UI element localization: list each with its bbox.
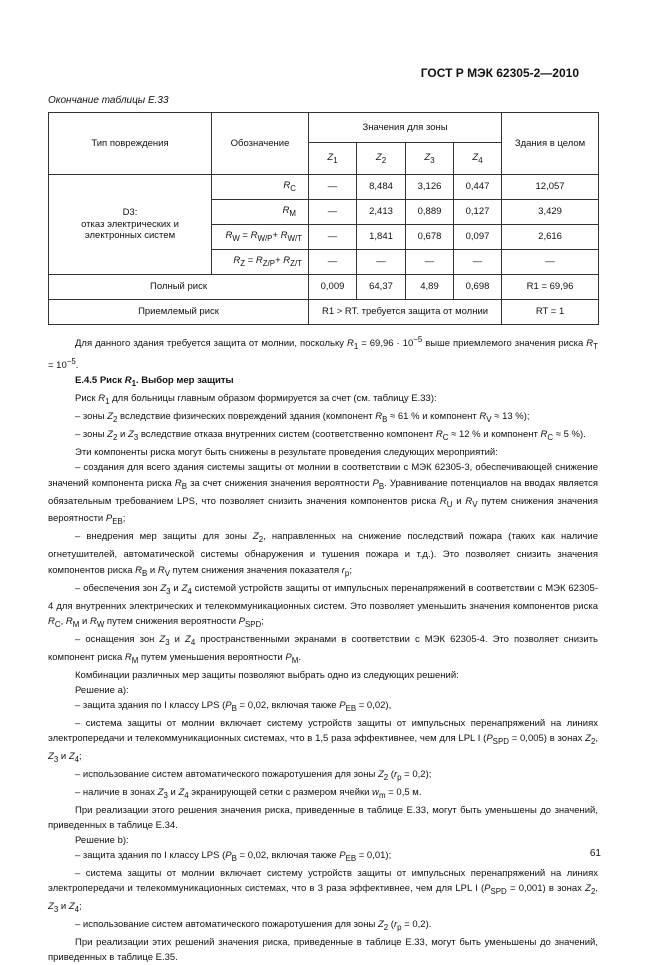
table-cell: 2,413 — [357, 200, 406, 225]
table-cell: — — [502, 250, 599, 275]
designation-rz: $R_Z = R_{Z/P}+ R_{Z/T}$ — [212, 250, 309, 275]
paragraph: – создания для всего здания системы защиты от молнии в соответствии с МЭК 62305-3, обеспечивающей снижение значений компонента риска $R_B$ за счет снижения значения вероятности $P_B$. Уравнивание потенциалов на вводах является обязательным требованием LPS, что позволяет снизить значения компонентов риска $R_U$ и $R_V$ путем снижения значения вероятности $P_{EB}$; — [48, 462, 598, 527]
paragraph: – система защиты от молнии включает систему устройств защиты от импульсных перенапряжений на линиях электропередачи и телекоммуникационных системах, что в 1,5 раза эффективнее, чем для LPL I $(P_{SPD} = 0,005)$ в зонах $Z_2$, $Z_3$ и $Z_4$; — [48, 717, 598, 764]
zone-z2: $Z_2$ — [357, 143, 406, 175]
table-cell: 12,057 — [502, 175, 599, 200]
paragraph: – зоны $Z_2$ и $Z_3$ вследствие отказа внутренних систем (соответственно компонент $R_C \approx 12$ % и компонент $R_C \approx 5$ %). — [75, 429, 586, 443]
zone-z3: $Z_3$ — [406, 143, 454, 175]
table-cell: 0,889 — [406, 200, 454, 225]
col-header-damage-type: Тип повреждения — [49, 113, 212, 175]
table-cell: — — [309, 175, 357, 200]
section-heading: Е.4.5 Риск $R_1$. Выбор мер защиты — [75, 375, 234, 389]
table-cell: 0,097 — [454, 225, 502, 250]
acceptable-label: Приемлемый риск — [49, 300, 309, 325]
table-cell: 3,429 — [502, 200, 599, 225]
table-cell: 4,89 — [406, 275, 454, 300]
paragraph: Решение а): — [75, 684, 129, 696]
table-cell: 8,484 — [357, 175, 406, 200]
table-cell: — — [357, 250, 406, 275]
paragraph: – наличие в зонах $Z_3$ и $Z_4$ экранирующей сетки с размером ячейки $w_m = 0,5$ м. — [75, 786, 422, 800]
page-number: 61 — [589, 848, 601, 859]
table-cell: — — [309, 225, 357, 250]
table-row — [49, 275, 599, 300]
table-cell: — — [309, 200, 357, 225]
zone-z1: $Z_1$ — [309, 143, 357, 175]
paragraph: Решение b): — [75, 834, 129, 846]
paragraph: – защита здания по I классу LPS ($P_B = 0,02$, включая также $P_{EB} = 0,02$), — [75, 699, 392, 713]
paragraph: – защита здания по I классу LPS ($P_B = 0,02$, включая также $P_{EB} = 0,01$); — [75, 850, 392, 863]
paragraph: Эти компоненты риска могут быть снижены в результате проведения следующих мероприятий: — [75, 447, 498, 459]
paragraph: – обеспечения зон $Z_3$ и $Z_4$ системой устройств защиты от импульсных перенапряжений в соответствии с МЭК 62305-4 для внутренних электрических и телекоммуникационных систем. Это позволяет уменьшить значения компонентов риска $R_C$, $R_M$ и $R_W$ путем снижения вероятности $P_{SPD}$; — [48, 582, 598, 629]
paragraph: Риск $R_1$ для больницы главным образом формируется за счет (см. таблицу Е.33): — [75, 393, 437, 407]
paragraph: Комбинации различных мер защиты позволяют выбрать одно из следующих решений: — [75, 669, 459, 681]
paragraph: – использование систем автоматического пожаротушения для зоны $Z_2$ $(r_p = 0,2)$; — [75, 768, 432, 782]
table-cell: 0,127 — [454, 200, 502, 225]
risk-table — [48, 112, 599, 325]
table-cell: 0,009 — [309, 275, 357, 300]
document-header: ГОСТ Р МЭК 62305-2—2010 — [420, 66, 579, 80]
designation-rw: $R_W = R_{W/P}+ R_{W/T}$ — [212, 225, 309, 250]
table-cell: 2,616 — [502, 225, 599, 250]
paragraph: – зоны $Z_2$ вследствие физических повреждений здания (компонент $R_B \approx 61$ % и компонент $R_V \approx 13$ %); — [75, 411, 530, 425]
paragraph: При реализации этих решений значения риска, приведенные в таблице Е.33, могут быть уменьшены до значений, приведенных в таблице Е.35. — [48, 937, 598, 964]
body-text — [48, 332, 598, 965]
table-cell: — — [309, 250, 357, 275]
col-header-designation: Обозначение — [212, 113, 309, 175]
col-header-zone-values: Значения для зоны — [309, 113, 502, 143]
designation-rc: $R_C$ — [212, 175, 309, 200]
paragraph: – система защиты от молнии включает систему устройств защиты от импульсных перенапряжений на линиях электропередачи и телекоммуникационных системах, что в 3 раза эффективнее, чем для LPL I $(P_{SPD} = 0,001)$ в зонах $Z_2$, $Z_3$ и $Z_4$; — [48, 868, 598, 914]
table-caption: Окончание таблицы Е.33 — [48, 95, 169, 106]
acceptable-value: RT = 1 — [502, 300, 599, 325]
zone-z4: $Z_4$ — [454, 143, 502, 175]
table-cell: 1,841 — [357, 225, 406, 250]
paragraph: – внедрения мер защиты для зоны $Z_2$, направленных на снижение последствий пожара (таких как наличие огнетушителей, автоматической системы обнаружения и тушения пожара и т.д.). Это позволяет снизить значения компонентов риска $R_B$ и $R_V$ путем снижения значения показателя $r_p$; — [48, 531, 598, 578]
paragraph: – использование систем автоматического пожаротушения для зоны $Z_2$ $(r_p = 0,2)$. — [75, 919, 432, 932]
table-cell: 0,678 — [406, 225, 454, 250]
table-cell: 0,698 — [454, 275, 502, 300]
table-row — [49, 300, 599, 325]
total-label: Полный риск — [49, 275, 309, 300]
paragraph: При реализации этого решения значения риска, приведенные в таблице Е.33, могут быть уменьшены до значений, приведенных в таблице Е.34. — [48, 804, 598, 831]
paragraph: – оснащения зон $Z_3$ и $Z_4$ пространственными экранами в соответствии с МЭК 62305-4. Это позволяет снизить компонент риска $R_M$ путем уменьшения вероятности $P_M$. — [48, 633, 598, 665]
table-cell: 0,447 — [454, 175, 502, 200]
group-label: D3: отказ электрических и электронных систем — [49, 175, 212, 275]
table-cell: 64,37 — [357, 275, 406, 300]
designation-rm: $R_M$ — [212, 200, 309, 225]
acceptable-note: R1 > RT. требуется защита от молнии — [309, 300, 502, 325]
table-cell: — — [406, 250, 454, 275]
table-cell: 3,126 — [406, 175, 454, 200]
table-cell: — — [454, 250, 502, 275]
table-row — [49, 175, 599, 200]
col-header-building-total: Здания в целом — [502, 113, 599, 175]
paragraph: Для данного здания требуется защита от молнии, поскольку $R_1 = 69,96 \cdot 10^{-5}$ выше приемлемого значения риска $R_T = 10^{-5}$. — [48, 335, 599, 372]
table-cell: R1 = 69,96 — [502, 275, 599, 300]
